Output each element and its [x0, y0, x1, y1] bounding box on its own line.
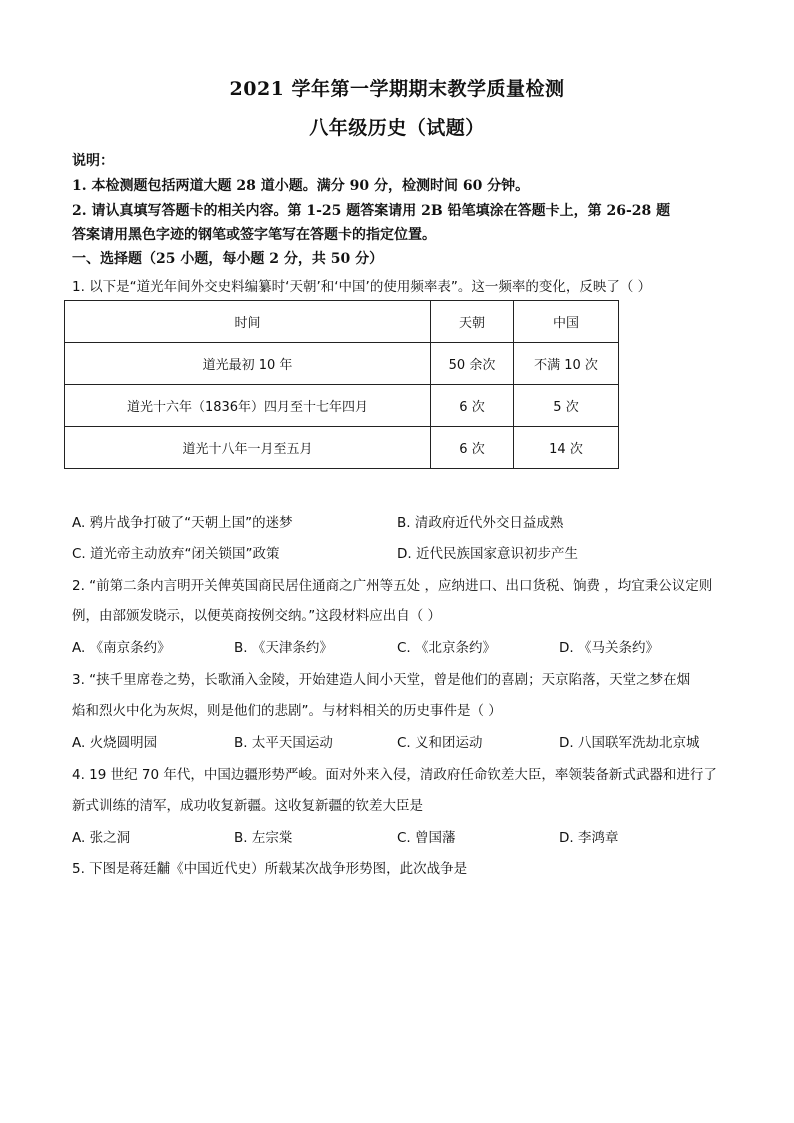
question-3-option-c: C. 义和团运动 [397, 735, 483, 751]
exam-subtitle: 八年级历史（试题） [309, 117, 485, 139]
question-3-line-1: 3. “挟千里席卷之势，长歌涌入金陵，开始建造人间小天堂，曾是他们的喜剧；天京陷落，天堂之梦在烟 [72, 672, 691, 688]
question-4-line-1: 4. 19 世纪 70 年代，中国边疆形势严峻。面对外来入侵，清政府任命钦差大臣，率领装备新式武器和进行了 [72, 767, 717, 783]
table-cell: 14 次 [514, 427, 619, 469]
question-1-stem: 1. 以下是“道光年间外交史料编纂时‘天朝’和‘中国’的使用频率表”。这一频率的变化，反映了（ ） [72, 279, 652, 295]
question-2-line-1: 2. “前第二条内言明开关俾英国商民居住通商之广州等五处 ，应纳进口、出口货税、饷费 ，均宜秉公议定则 [72, 578, 713, 594]
table-cell: 道光最初 10 年 [65, 343, 431, 385]
instruction-item-2-line-2: 答案请用黑色字迹的钢笔或签字笔写在答题卡的指定位置。 [72, 227, 436, 243]
table-cell: 不满 10 次 [514, 343, 619, 385]
table-header-cell: 中国 [514, 301, 619, 343]
table-row [65, 427, 619, 469]
question-3-option-a: A. 火烧圆明园 [72, 735, 158, 751]
question-4-option-c: C. 曾国藩 [397, 830, 456, 846]
table-header-row [65, 301, 619, 343]
question-1-option-a: A. 鸦片战争打破了“天朝上国”的迷梦 [72, 515, 293, 531]
section-heading: 一、选择题（25 小题，每小题 2 分，共 50 分） [72, 251, 384, 267]
table-cell: 道光十八年一月至五月 [65, 427, 431, 469]
question-3-option-b: B. 太平天国运动 [234, 735, 333, 751]
exam-title: 2021 学年第一学期期末教学质量检测 [229, 78, 565, 100]
frequency-table [64, 300, 619, 469]
question-1-option-b: B. 清政府近代外交日益成熟 [397, 515, 564, 531]
table-row [65, 343, 619, 385]
question-5-stem: 5. 下图是蒋廷黼《中国近代史）所载某次战争形势图，此次战争是 [72, 861, 468, 877]
question-4-option-b: B. 左宗棠 [234, 830, 293, 846]
table-header-cell: 时间 [65, 301, 431, 343]
table-row [65, 385, 619, 427]
question-3-option-d: D. 八国联军洗劫北京城 [559, 735, 700, 751]
table-cell: 道光十六年（1836年）四月至十七年四月 [65, 385, 431, 427]
question-2-line-2: 例，由部颁发晓示，以便英商按例交纳。”这段材料应出自（ ） [72, 608, 442, 624]
table-header-cell: 天朝 [431, 301, 514, 343]
table-cell: 6 次 [431, 427, 514, 469]
question-1-option-d: D. 近代民族国家意识初步产生 [397, 546, 578, 562]
question-3-line-2: 焰和烈火中化为灰烬，则是他们的悲剧”。与材料相关的历史事件是（ ） [72, 703, 502, 719]
question-4-option-a: A. 张之洞 [72, 830, 131, 846]
instruction-item-1: 1. 本检测题包括两道大题 28 道小题。满分 90 分，检测时间 60 分钟。 [72, 178, 530, 194]
table-cell: 50 余次 [431, 343, 514, 385]
table-cell: 5 次 [514, 385, 619, 427]
question-2-option-a: A. 《南京条约》 [72, 640, 171, 656]
question-2-option-b: B. 《天津条约》 [234, 640, 333, 656]
question-4-line-2: 新式训练的清军，成功收复新疆。这收复新疆的钦差大臣是 [72, 798, 423, 814]
question-1-option-c: C. 道光帝主动放弃“闭关锁国”政策 [72, 546, 280, 562]
question-4-option-d: D. 李鸿章 [559, 830, 619, 846]
table-cell: 6 次 [431, 385, 514, 427]
instructions-label: 说明： [72, 153, 114, 169]
question-2-option-d: D. 《马关条约》 [559, 640, 659, 656]
question-2-option-c: C. 《北京条约》 [397, 640, 497, 656]
instruction-item-2-line-1: 2. 请认真填写答题卡的相关内容。第 1-25 题答案请用 2B 铅笔填涂在答题卡上，第 26-28 题 [72, 203, 671, 219]
